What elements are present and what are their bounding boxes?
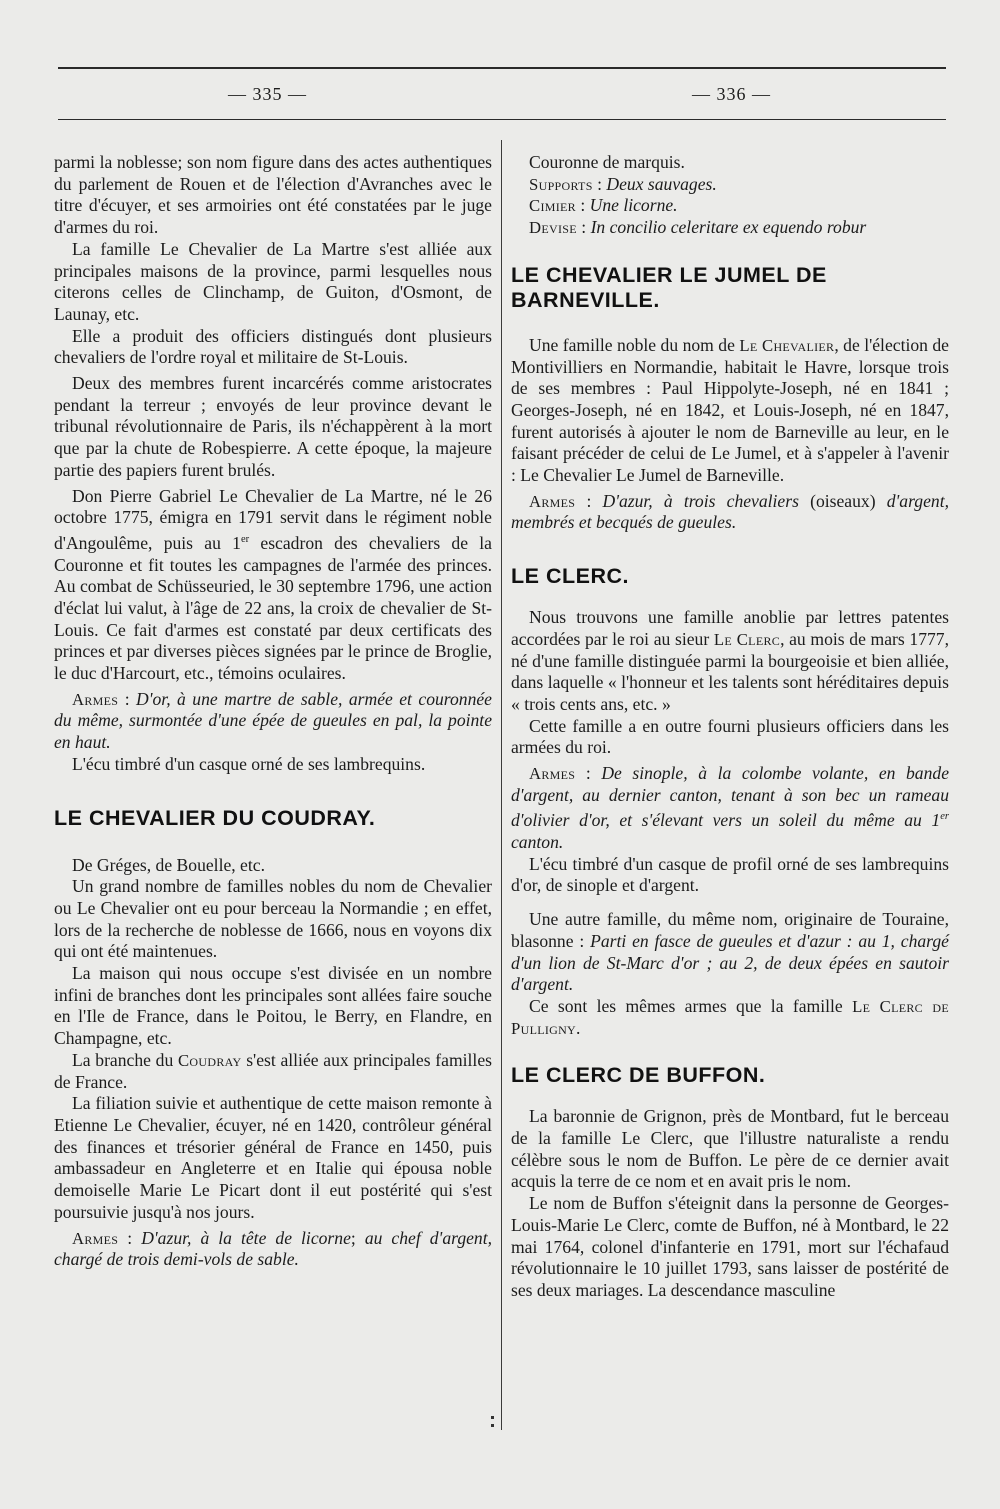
paragraph: La famille Le Chevalier de La Martre s'est alliée aux principales maisons de la province, parmi lesquelles nous citerons celles de Clinchamp, de Guiton, d'Osmont, de Launay, etc. — [54, 238, 492, 324]
paragraph: Don Pierre Gabriel Le Chevalier de La Martre, né le 26 octobre 1775, émigra en 1791 servit dans le régiment noble d'Angoulême, puis au 1er escadron des chevaliers de la Couronne et fit toutes les campagnes de l'armée des princes. Au combat de Schüsseuried, le 30 septembre 1796, une action d'éclat lui valut, à l'âge de 22 ans, la croix de chevalier de St-Louis. Ce fait d'armes est constaté par deux certificats des princes et par diverses pièces signées par le prince de Broglie, le duc d'Harcourt, etc., témoins oculaires. — [54, 485, 492, 684]
left-page-number: — 335 — — [228, 84, 307, 104]
armes-blazon: Armes : D'azur, à trois chevaliers (oiseaux) d'argent, membrés et becqués de gueules. — [511, 490, 949, 533]
divider-dot — [491, 1416, 494, 1419]
paragraph: parmi la noblesse; son nom figure dans des actes authentiques du parlement de Rouen et de l'élection d'Avranches avec le titre d'écuyer, et ses armoiries ont été constatées par le juge d'armes du roi. — [54, 152, 492, 238]
paragraph: La filiation suivie et authentique de cette maison remonte à Etienne Le Chevalier, écuyer, né en 1420, contrôleur général des finances et trésorier général de France en 1450, puis ambassadeur en Angleterre et en Italie qui épousa noble demoiselle Marie Le Picart dont il eut postérité qui s'est poursuivie jusqu'à nos jours. — [54, 1093, 492, 1222]
paragraph: La branche du Coudray s'est alliée aux principales familles de France. — [54, 1049, 492, 1092]
paragraph: La maison qui nous occupe s'est divisée en un nombre infini de branches dont les principales sont allées faire souche en l'Ile de France, dans le Poitou, le Berry, en Flandre, en Champagne, etc. — [54, 963, 492, 1049]
left-column — [54, 152, 492, 1271]
right-page-number: — 336 — — [692, 84, 771, 104]
divider-dot — [491, 1424, 494, 1427]
paragraph: Le nom de Buffon s'éteignit dans la personne de Georges-Louis-Marie Le Clerc, comte de Buffon, né à Montbard, le 22 mai 1764, colonel d'infanterie en 1791, mort sur l'échafaud révolutionnaire le 10 juillet 1793, sans laisser de postérité de ses deux mariages. La descendance masculine — [511, 1193, 949, 1300]
cimier-line: Cimier : Une licorne. — [529, 195, 678, 216]
section-heading: LE CLERC DE BUFFON. — [511, 1063, 766, 1088]
paragraph: Cette famille a en outre fourni plusieurs officiers dans les armées du roi. — [511, 715, 949, 758]
supports-line: Supports : Deux sauvages. — [529, 173, 717, 194]
paragraph: Un grand nombre de familles nobles du nom de Chevalier ou Le Chevalier ont eu pour berceau la Normandie ; en effet, lors de la recherche de noblesse de 1666, nous en voyons dix qui ont été maintenues. — [54, 876, 492, 962]
paragraph: Ce sont les mêmes armes que la famille Le Clerc de Pulligny. — [511, 995, 949, 1038]
armes-blazon: Armes : De sinople, à la colombe volante, en bande d'argent, au dernier canton, tenant à son bec un rameau d'olivier d'or, et s'élevant vers un soleil du même au 1er canton. — [511, 763, 949, 853]
armes-blazon: Armes : D'azur, à la tête de licorne; au chef d'argent, chargé de trois demi-vols de sable. — [54, 1227, 493, 1270]
paragraph: Deux des membres furent incarcérés comme aristocrates pendant la terreur ; envoyés de leur province devant le tribunal révolutionnaire de Paris, ils n'échappèrent à la mort que par la chute de Robespierre. A cette époque, la majeure partie des papiers furent brulés. — [54, 373, 492, 480]
paragraph: La baronnie de Grignon, près de Montbard, fut le berceau de la famille Le Clerc, que l'illustre naturaliste a rendu célèbre sous le nom de Buffon. Le père de ce dernier avait acquis la terre de ce nom et en avait pris le nom. — [511, 1106, 949, 1192]
top-rule — [58, 67, 946, 69]
devise-line: Devise : In concilio celeritare ex equendo robur — [529, 217, 867, 238]
header-rule — [58, 119, 946, 120]
paragraph: L'écu timbré d'un casque orné de ses lambrequins. — [72, 753, 426, 774]
armes-blazon: Armes : D'or, à une martre de sable, armée et couronnée du même, surmontée d'une épée de gueules en pal, la pointe en haut. — [54, 688, 492, 753]
paragraph: Une autre famille, du même nom, originaire de Touraine, blasonne : Parti en fasce de gueules et d'azur : au 1, chargé d'un lion de St-Marc d'or ; au 2, de deux épées en sautoir d'argent. — [511, 909, 949, 995]
paragraph: Nous trouvons une famille anoblie par lettres patentes accordées par le roi au sieur Le Clerc, au mois de mars 1777, né d'une famille distinguée parmi la bourgeoisie et bien alliée, dans laquelle « l'honneur et les talents sont héréditaires depuis « trois cents ans, etc. » — [511, 607, 949, 714]
section-heading: LE CLERC. — [511, 564, 629, 589]
paragraph: Couronne de marquis. — [529, 152, 685, 172]
column-divider — [501, 140, 502, 1430]
paragraph: De Gréges, de Bouelle, etc. — [72, 854, 265, 875]
paragraph: Une famille noble du nom de Le Chevalier, de l'élection de Montivilliers en Normandie, habitait le Havre, lorsque trois de ses membres : Paul Hippolyte-Joseph, né en 1841 ; Georges-Joseph, né en 1842, et Louis-Joseph, né en 1847, furent autorisés à ajouter le nom de Barneville au leur, en le faisant précéder de celui de Le Jumel, et à s'appeler à l'avenir : Le Chevalier Le Jumel de Barneville. — [511, 334, 949, 486]
right-column — [511, 152, 949, 1302]
section-heading: LE CHEVALIER LE JUMEL DE BARNEVILLE. — [511, 262, 827, 312]
paragraph: L'écu timbré d'un casque de profil orné de ses lambrequins d'or, de sinople et d'argent. — [511, 853, 949, 896]
paragraph: Elle a produit des officiers distingués dont plusieurs chevaliers de l'ordre royal et militaire de St-Louis. — [54, 325, 492, 368]
section-heading: LE CHEVALIER DU COUDRAY. — [54, 805, 376, 830]
